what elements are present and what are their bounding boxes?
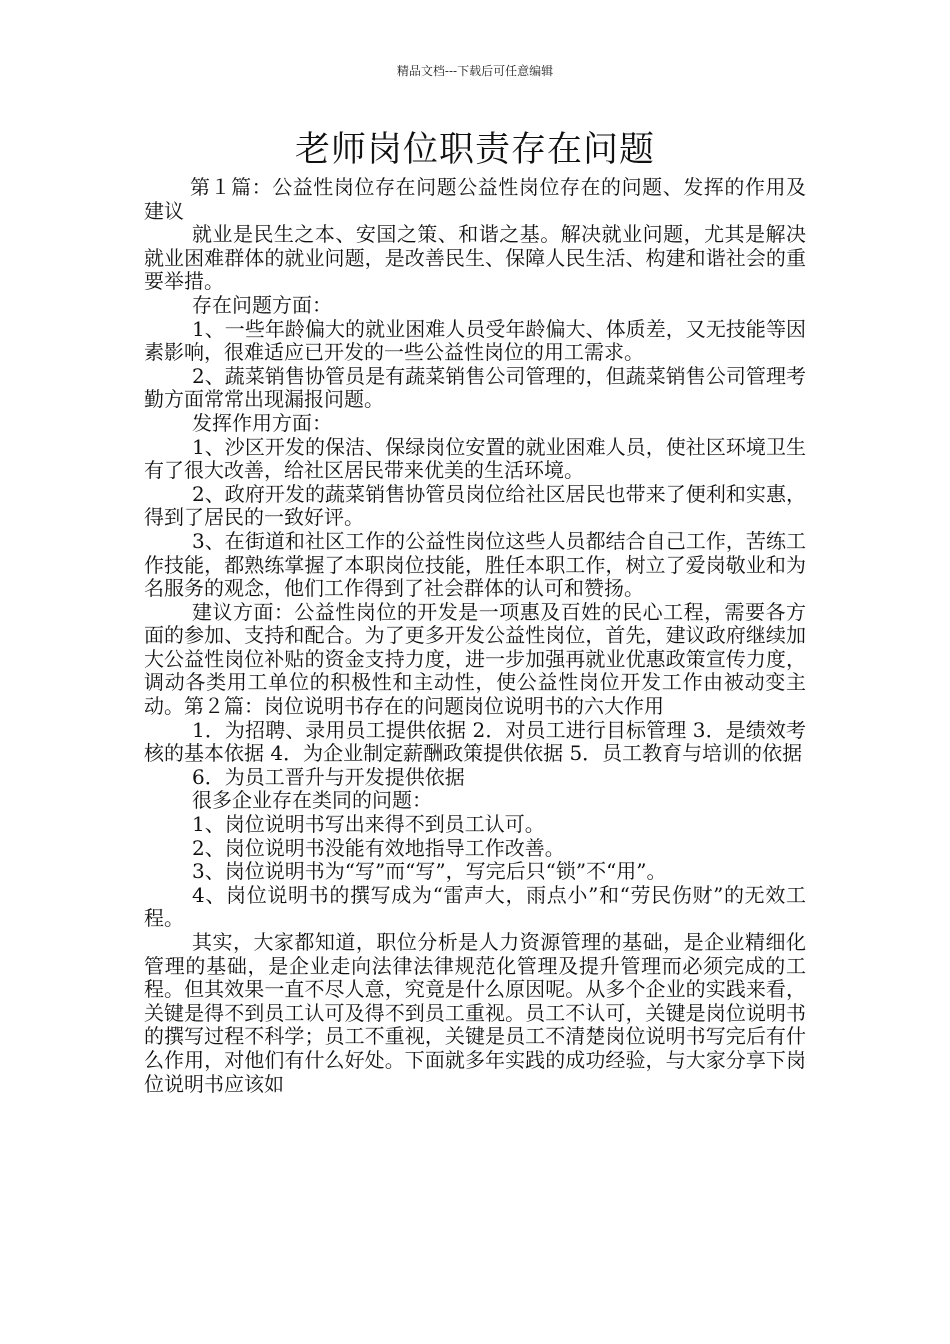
paragraph: 3、岗位说明书为“写”而“写”，写完后只“锁”不“用”。 [192, 859, 667, 884]
paragraph: 1、沙区开发的保洁、保绿岗位安置的就业困难人员，使社区环境卫生有了很大改善，给社区居民带来优美的生活环境。 [144, 434, 806, 483]
document-body [144, 176, 806, 1096]
paragraph: 3、在街道和社区工作的公益性岗位这些人员都结合自己工作，苦练工作技能，都熟练掌握了本职岗位技能，胜任本职工作，树立了爱岗敬业和为名服务的观念，他们工作得到了社会群体的认可和赞扬。 [144, 528, 806, 601]
paragraph: 就业是民生之本、安国之策、和谐之基。解决就业问题，尤其是解决就业困难群体的就业问题，是改善民生、保障人民生活、构建和谐社会的重要举措。 [144, 222, 806, 294]
paragraph: 其实，大家都知道，职位分析是人力资源管理的基础，是企业精细化管理的基础，是企业走向法律法律规范化管理及提升管理而必须完成的工程。但其效果一直不尽人意，究竟是什么原因呢。从多个企业的实践来看，关键是得不到员工认可及得不到员工重视。员工不认可，关键是岗位说明书的撰写过程不科学；员工不重视，关键是员工不清楚岗位说明书写完后有什么作用，对他们有什么好处。下面就多年实践的成功经验，与大家分享下岗位说明书应该如 [144, 930, 806, 1096]
paragraph: 发挥作用方面： [192, 410, 332, 435]
paragraph: 6．为员工晋升与开发提供依据 [192, 764, 465, 789]
paragraph: 1、岗位说明书写出来得不到员工认可。 [192, 812, 545, 837]
paragraph: 2、岗位说明书没能有效地指导工作改善。 [192, 835, 565, 860]
paragraph: 2、蔬菜销售协管员是有蔬菜销售公司管理的，但蔬菜销售公司管理考勤方面常常出现漏报问题。 [144, 363, 806, 412]
paragraph: 4、岗位说明书的撰写成为“雷声大，雨点小”和“劳民伤财”的无效工程。 [144, 882, 806, 931]
paragraph: 建议方面：公益性岗位的开发是一项惠及百姓的民心工程，需要各方面的参加、支持和配合。为了更多开发公益性岗位，首先，建议政府继续加大公益性岗位补贴的资金支持力度，进一步加强再就业优惠政策宣传力度，调动各类用工单位的积极性和主动性，使公益性岗位开发工作由被动变主动。第２篇：岗位说明书存在的问题岗位说明书的六大作用 [144, 599, 806, 719]
paragraph: 1．为招聘、录用员工提供依据 2．对员工进行目标管理 3．是绩效考核的基本依据 4．为企业制定薪酬政策提供依据 5．员工教育与培训的依据 [144, 717, 806, 766]
paragraph: 很多企业存在类同的问题： [192, 788, 432, 813]
paragraph: 1、一些年龄偏大的就业困难人员受年龄偏大、体质差，又无技能等因素影响，很难适应已开发的一些公益性岗位的用工需求。 [144, 316, 806, 365]
document-title: 老师岗位职责存在问题 [294, 130, 655, 170]
paragraph: 第１篇：公益性岗位存在问题公益性岗位存在的问题、发挥的作用及建议 [144, 175, 806, 223]
page-header: 精品文档---下载后可任意编辑 [396, 64, 554, 78]
paragraph: 2、政府开发的蔬菜销售协管员岗位给社区居民也带来了便利和实惠，得到了居民的一致好评。 [144, 481, 806, 530]
paragraph: 存在问题方面： [192, 292, 332, 317]
